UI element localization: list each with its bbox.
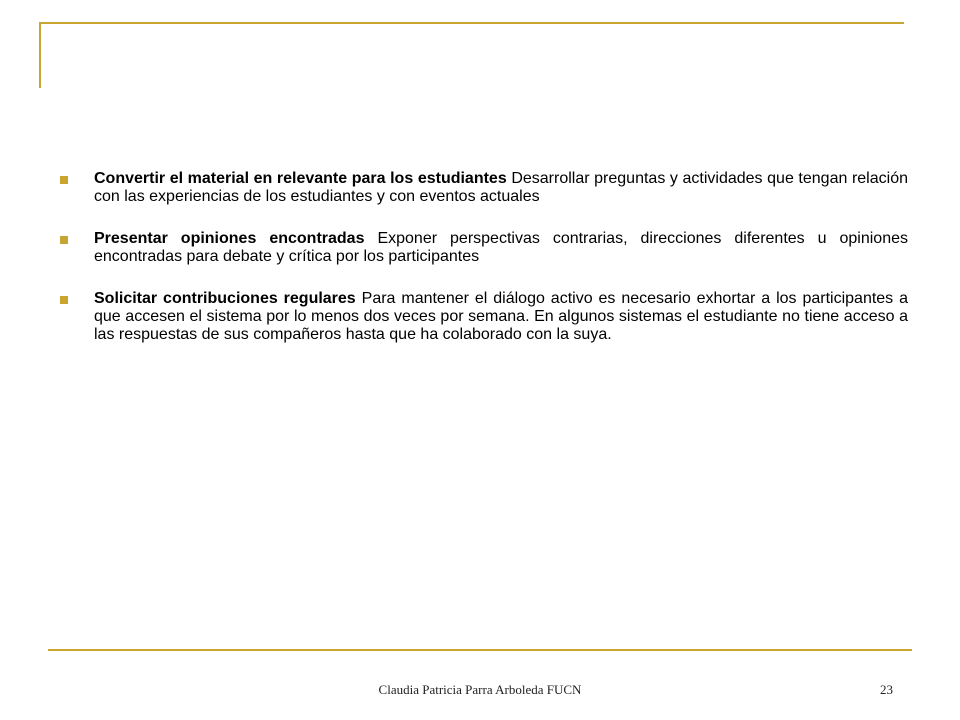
left-border-rule <box>39 22 41 88</box>
square-bullet-icon <box>60 236 68 244</box>
bullet-title: Solicitar contribuciones regulares <box>94 290 362 307</box>
footer-rule <box>48 649 912 651</box>
page-number: 23 <box>880 682 893 697</box>
bullet-title: Convertir el material en relevante para los estudiantes <box>94 170 512 187</box>
top-border-rule <box>40 22 904 24</box>
bullet-text: Exponer perspectivas contrarias, direcciones diferentes u opiniones encontradas para debate y crítica por los participantes <box>94 230 909 265</box>
bullet-text: Para mantener el diálogo activo es necesario exhortar a los participantes a que accesen el sistema por lo menos dos veces por semana. En algunos sistemas el estudiante no tiene acceso a las respuestas de sus compañeros hasta que ha colaborado con la suya. <box>94 290 909 343</box>
square-bullet-icon <box>60 296 68 304</box>
bullet-text: Desarrollar preguntas y actividades que tengan relación con las experiencias de los estudiantes y con eventos actuales <box>94 170 908 205</box>
bullet-item <box>60 230 908 266</box>
bullet-item <box>60 290 908 344</box>
bullet-item <box>60 170 908 206</box>
footer-author: Claudia Patricia Parra Arboleda FUCN <box>378 682 582 697</box>
square-bullet-icon <box>60 176 68 184</box>
bullet-title: Presentar opiniones encontradas <box>94 230 378 247</box>
bullet-list <box>60 170 908 368</box>
